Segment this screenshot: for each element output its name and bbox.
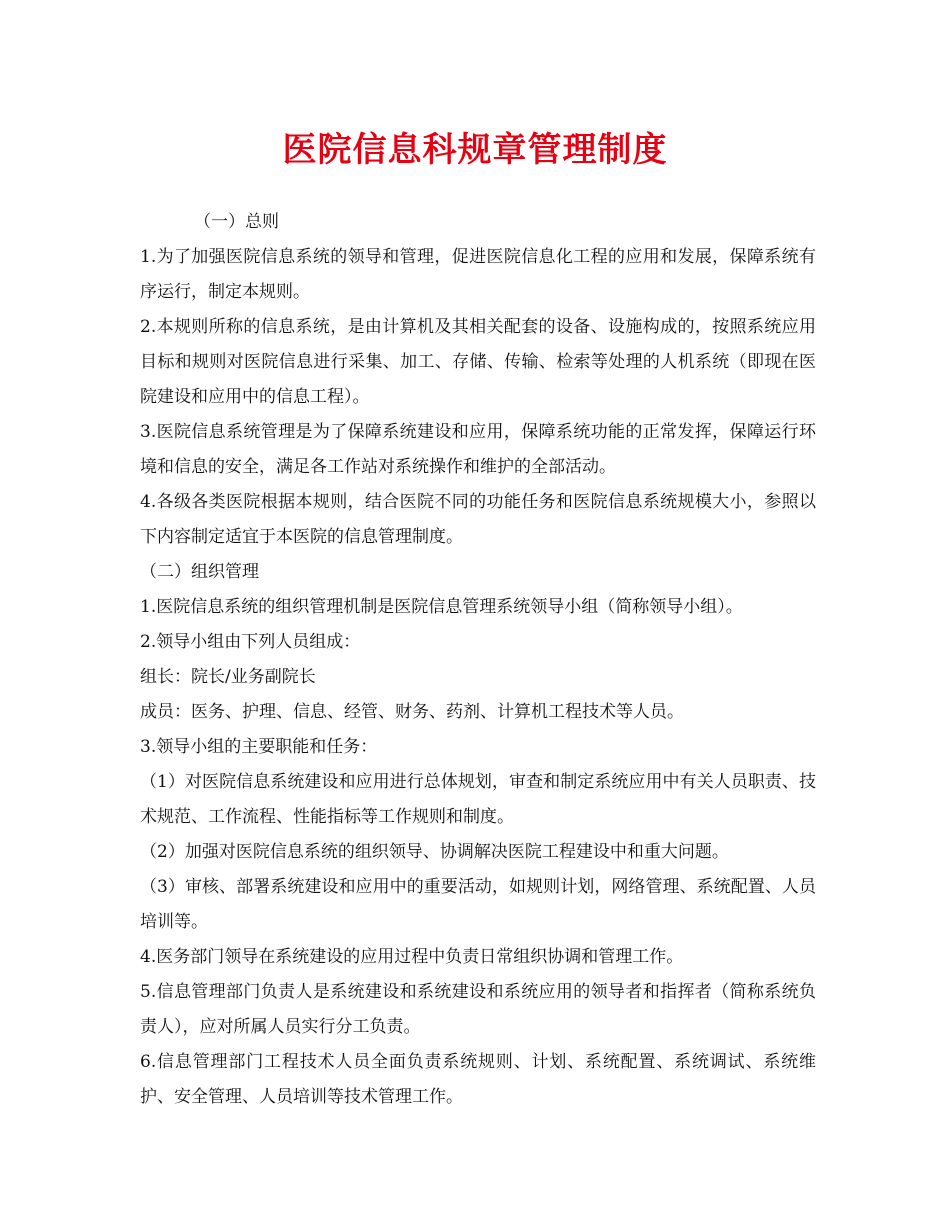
paragraph: 6.信息管理部门工程技术人员全面负责系统规则、计划、系统配置、系统调试、系统维护、安全管理、人员培训等技术管理工作。: [140, 1052, 816, 1107]
paragraph: （3）审核、部署系统建设和应用中的重要活动，如规则计划，网络管理、系统配置、人员培训等。: [140, 877, 816, 932]
paragraph: 1.医院信息系统的组织管理机制是医院信息管理系统领导小组（简称领导小组）。: [140, 597, 743, 617]
paragraph: 2.本规则所称的信息系统，是由计算机及其相关配套的设备、设施构成的，按照系统应用目标和规则对医院信息进行采集、加工、存储、传输、检索等处理的人机系统（即现在医院建设和应用中的信息工程）。: [140, 317, 816, 407]
paragraph: 成员：医务、护理、信息、经管、财务、药剂、计算机工程技术等人员。: [140, 702, 684, 722]
paragraph: 5.信息管理部门负责人是系统建设和系统建设和系统应用的领导者和指挥者（简称系统负责人），应对所属人员实行分工负责。: [140, 982, 816, 1037]
paragraph: 4.医务部门领导在系统建设的应用过程中负责日常组织协调和管理工作。: [140, 947, 684, 967]
paragraph: （2）加强对医院信息系统的组织领导、协调解决医院工程建设中和重大问题。: [140, 842, 729, 862]
paragraph: 1.为了加强医院信息系统的领导和管理，促进医院信息化工程的应用和发展，保障系统有序运行，制定本规则。: [140, 247, 816, 302]
paragraph: 组长：院长/业务副院长: [140, 667, 316, 687]
paragraph: 3.领导小组的主要职能和任务：: [140, 737, 378, 757]
paragraph: 4.各级各类医院根据本规则，结合医院不同的功能任务和医院信息系统规模大小，参照以下内容制定适宜于本医院的信息管理制度。: [140, 492, 816, 547]
section-heading-general: （一）总则: [194, 212, 279, 232]
section-heading-organization: （二）组织管理: [140, 562, 259, 582]
document-body: [140, 205, 816, 1115]
paragraph: 3.医院信息系统管理是为了保障系统建设和应用，保障系统功能的正常发挥，保障运行环境和信息的安全，满足各工作站对系统操作和维护的全部活动。: [140, 422, 816, 477]
paragraph: （1）对医院信息系统建设和应用进行总体规划，审查和制定系统应用中有关人员职责、技术规范、工作流程、性能指标等工作规则和制度。: [140, 772, 816, 827]
paragraph: 2.领导小组由下列人员组成：: [140, 632, 361, 652]
document-title: 医院信息科规章管理制度: [282, 130, 668, 170]
